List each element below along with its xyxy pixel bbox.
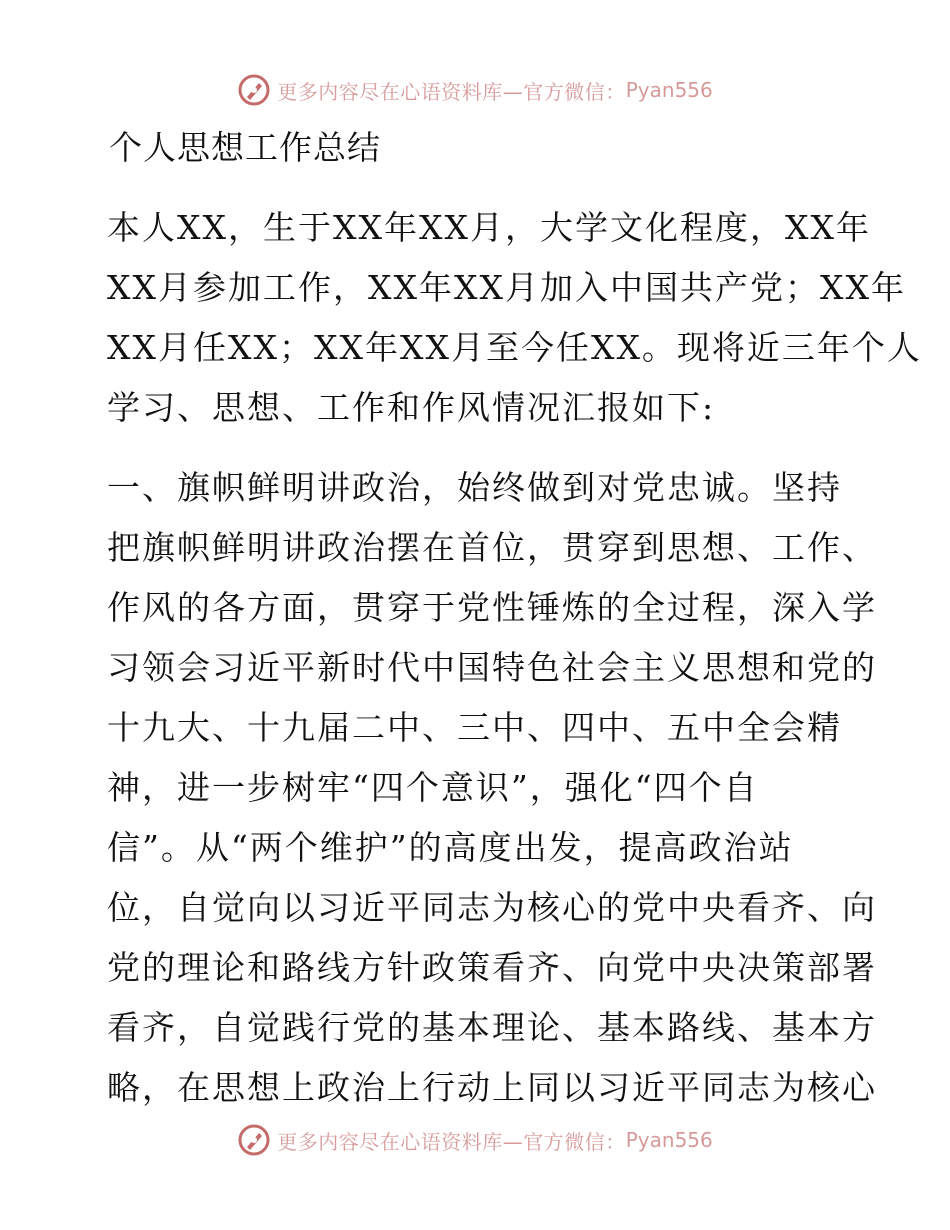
text-line: 位，自觉向以习近平同志为核心的党中央看齐、向	[107, 888, 877, 927]
pen-circle-logo-icon	[237, 1123, 271, 1157]
text-line: 把旗帜鲜明讲政治摆在首位，贯穿到思想、工作、	[107, 528, 877, 567]
text-line: 学习、思想、工作和作风情况汇报如下:	[107, 388, 716, 427]
watermark-text: 更多内容尽在心语资料库—官方微信：	[277, 1129, 626, 1154]
text-line: 作风的各方面，贯穿于党性锤炼的全过程，深入学	[107, 588, 877, 627]
watermark-banner-top	[0, 70, 950, 110]
paragraph-section-one	[97, 458, 877, 1118]
paragraph-intro	[97, 198, 922, 438]
watermark-contact: Pyan556	[625, 78, 713, 102]
text-line: 一、旗帜鲜明讲政治，始终做到对党忠诚。坚持	[107, 468, 842, 507]
text-line: 看齐，自觉践行党的基本理论、基本路线、基本方	[107, 1008, 877, 1047]
text-line: 神，进一步树牢“四个意识”，强化“四个自	[107, 768, 759, 807]
text-line: XX月参加工作，XX年XX月加入中国共产党；XX年	[107, 268, 906, 307]
document-body	[97, 120, 922, 1118]
text-line: 十九大、十九届二中、三中、四中、五中全会精	[107, 708, 842, 747]
text-line: XX月任XX；XX年XX月至今任XX。现将近三年个人	[107, 328, 922, 367]
text-line: 信”。从“两个维护”的高度出发，提高政治站	[107, 828, 794, 867]
text-line: 略，在思想上政治上行动上同以习近平同志为核心	[107, 1068, 877, 1107]
text-line: 本人XX，生于XX年XX月，大学文化程度，XX年	[107, 208, 871, 247]
text-line: 习领会习近平新时代中国特色社会主义思想和党的	[107, 648, 877, 687]
page-title: 个人思想工作总结	[109, 128, 381, 167]
watermark-banner-bottom	[0, 1120, 950, 1160]
watermark-text: 更多内容尽在心语资料库—官方微信：	[277, 79, 626, 104]
text-line: 党的理论和路线方针政策看齐、向党中央决策部署	[107, 948, 877, 987]
pen-circle-logo-icon	[237, 73, 271, 107]
watermark-contact: Pyan556	[625, 1128, 713, 1152]
